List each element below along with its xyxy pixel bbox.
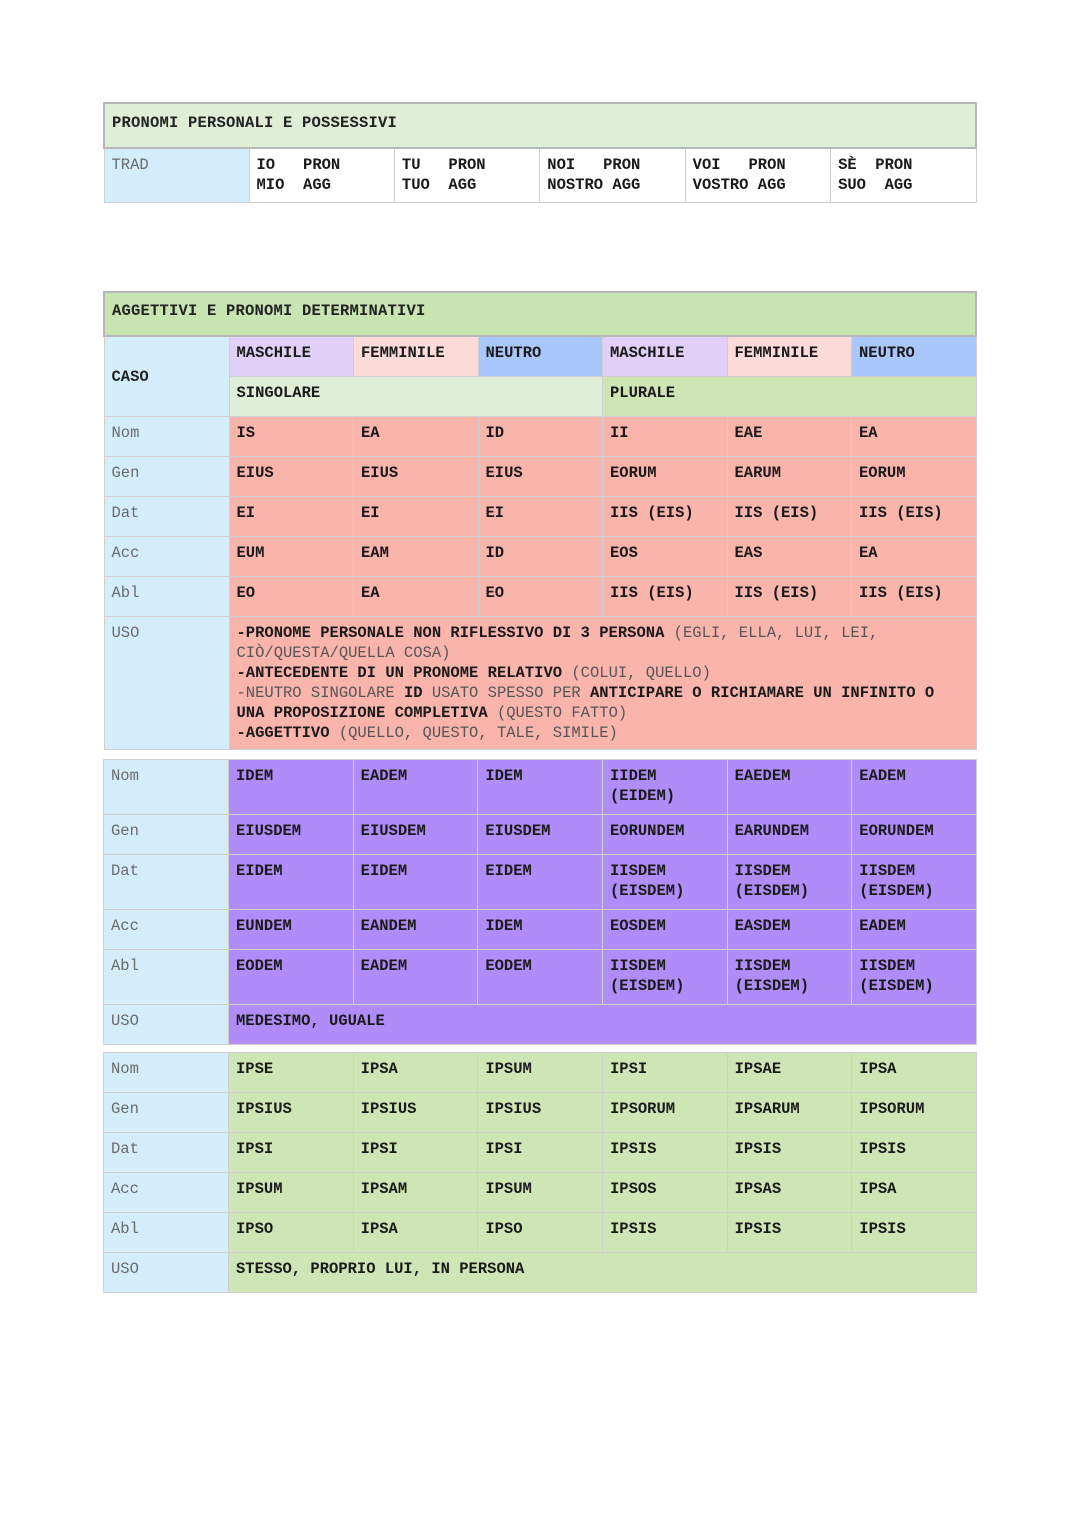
form-cell: EORUNDEM — [602, 815, 727, 855]
form-cell: IISDEM (EISDEM) — [602, 950, 727, 1005]
form-cell: IIS (EIS) — [852, 497, 977, 537]
form-cell: IPSORUM — [602, 1093, 727, 1133]
form-cell: IPSA — [852, 1173, 977, 1213]
case-label: Acc — [104, 910, 229, 950]
singolare-header: SINGOLARE — [229, 377, 603, 417]
table-row — [104, 910, 977, 950]
form-cell: IDEM — [229, 760, 354, 815]
uso-label: USO — [104, 617, 229, 750]
form-cell: IPSIUS — [478, 1093, 603, 1133]
form-cell: EORUM — [603, 457, 728, 497]
table-row — [104, 855, 977, 910]
form-cell: IPSIS — [852, 1213, 977, 1253]
gender-header: NEUTRO — [852, 336, 977, 377]
form-cell: EUM — [229, 537, 354, 577]
form-cell: IPSIS — [727, 1213, 852, 1253]
form-cell: EIUSDEM — [353, 815, 478, 855]
form-cell: EADEM — [852, 760, 977, 815]
uso-description: -PRONOME PERSONALE NON RIFLESSIVO DI 3 PERSONA (EGLI, ELLA, LUI, LEI, CIÒ/QUESTA/QUELLA COSA) -ANTECEDENTE DI UN PRONOME RELATIVO (COLUI, QUELLO) -NEUTRO SINGOLARE ID USATO SPESSO PER ANTICIPARE O RICHIAMARE UN INFINITO O UNA PROPOSIZIONE COMPLETIVA (QUESTO FATTO) -AGGETTIVO (QUELLO, QUESTO, TALE, SIMILE) — [229, 617, 976, 750]
table-row — [104, 457, 976, 497]
case-label: Abl — [104, 577, 229, 617]
gender-header: NEUTRO — [478, 336, 603, 377]
table-row — [104, 1173, 977, 1213]
pronoun-pair: TU PRON TUO AGG — [394, 148, 539, 202]
form-cell: IIS (EIS) — [727, 577, 852, 617]
plurale-header: PLURALE — [603, 377, 977, 417]
case-label: Gen — [104, 815, 229, 855]
case-label: Dat — [104, 1133, 229, 1173]
form-cell: EIDEM — [229, 855, 354, 910]
personal-pronouns-title: PRONOMI PERSONALI E POSSESSIVI — [104, 103, 976, 148]
form-cell: EO — [229, 577, 354, 617]
form-cell: IIS (EIS) — [852, 577, 977, 617]
form-cell: EI — [478, 497, 603, 537]
table-row — [104, 950, 977, 1005]
table-row — [104, 537, 976, 577]
form-cell: IPSAM — [353, 1173, 478, 1213]
form-cell: EIUSDEM — [229, 815, 354, 855]
form-cell: IPSIS — [602, 1213, 727, 1253]
form-cell: IISDEM (EISDEM) — [602, 855, 727, 910]
case-label: Gen — [104, 1093, 229, 1133]
case-label: Acc — [104, 1173, 229, 1213]
form-cell: IPSAE — [727, 1053, 852, 1093]
case-label: Abl — [104, 1213, 229, 1253]
form-cell: EAM — [354, 537, 479, 577]
table-row — [104, 1133, 977, 1173]
form-cell: EIDEM — [478, 855, 603, 910]
form-cell: EORUM — [852, 457, 977, 497]
form-cell: IPSUM — [229, 1173, 354, 1213]
gender-header: MASCHILE — [229, 336, 354, 377]
form-cell: EANDEM — [353, 910, 478, 950]
form-cell: IPSIUS — [353, 1093, 478, 1133]
case-label: Dat — [104, 855, 229, 910]
form-cell: IPSI — [602, 1053, 727, 1093]
form-cell: IPSI — [353, 1133, 478, 1173]
pronoun-pair: NOI PRON NOSTRO AGG — [540, 148, 685, 202]
form-cell: EIDEM — [353, 855, 478, 910]
form-cell: ID — [478, 417, 603, 457]
case-label: Dat — [104, 497, 229, 537]
personal-pronouns-table — [103, 102, 977, 203]
table-row — [104, 815, 977, 855]
form-cell: EASDEM — [727, 910, 852, 950]
form-cell: IS — [229, 417, 354, 457]
form-cell: IDEM — [478, 760, 603, 815]
form-cell: EA — [852, 417, 977, 457]
form-cell: EADEM — [353, 950, 478, 1005]
trad-label: TRAD — [104, 148, 249, 202]
form-cell: II — [603, 417, 728, 457]
form-cell: EODEM — [229, 950, 354, 1005]
form-cell: IISDEM (EISDEM) — [727, 855, 852, 910]
form-cell: IISDEM (EISDEM) — [852, 950, 977, 1005]
uso-label: USO — [104, 1253, 229, 1293]
pronoun-pair: SÈ PRON SUO AGG — [831, 148, 976, 202]
case-label: Nom — [104, 417, 229, 457]
form-cell: IPSORUM — [852, 1093, 977, 1133]
form-cell: IPSO — [229, 1213, 354, 1253]
form-cell: IPSA — [852, 1053, 977, 1093]
table-row — [104, 577, 976, 617]
pronoun-pair: VOI PRON VOSTRO AGG — [685, 148, 830, 202]
form-cell: EI — [354, 497, 479, 537]
form-cell: EIUS — [354, 457, 479, 497]
table-row — [104, 760, 977, 815]
form-cell: EARUNDEM — [727, 815, 852, 855]
determinative-table-idem — [103, 759, 977, 1045]
form-cell: IPSIUS — [229, 1093, 354, 1133]
form-cell: EIUS — [229, 457, 354, 497]
gender-header: MASCHILE — [603, 336, 728, 377]
form-cell: EUNDEM — [229, 910, 354, 950]
form-cell: EA — [354, 577, 479, 617]
form-cell: IPSUM — [478, 1053, 603, 1093]
form-cell: IIS (EIS) — [727, 497, 852, 537]
form-cell: EADEM — [852, 910, 977, 950]
pronoun-pair: IO PRON MIO AGG — [249, 148, 394, 202]
form-cell: ID — [478, 537, 603, 577]
form-cell: EI — [229, 497, 354, 537]
determinative-table-ipse — [103, 1052, 977, 1293]
case-label: Abl — [104, 950, 229, 1005]
form-cell: EIUSDEM — [478, 815, 603, 855]
form-cell: IPSARUM — [727, 1093, 852, 1133]
case-label: Nom — [104, 760, 229, 815]
form-cell: IPSE — [229, 1053, 354, 1093]
gender-header: FEMMINILE — [727, 336, 852, 377]
determinative-table-is — [103, 291, 977, 750]
case-label: Acc — [104, 537, 229, 577]
form-cell: IPSUM — [478, 1173, 603, 1213]
form-cell: EADEM — [353, 760, 478, 815]
form-cell: EODEM — [478, 950, 603, 1005]
form-cell: IIS (EIS) — [603, 577, 728, 617]
form-cell: EORUNDEM — [852, 815, 977, 855]
form-cell: IPSA — [353, 1213, 478, 1253]
form-cell: IPSI — [229, 1133, 354, 1173]
table-row — [104, 1093, 977, 1133]
form-cell: IPSAS — [727, 1173, 852, 1213]
form-cell: IISDEM (EISDEM) — [852, 855, 977, 910]
form-cell: IIDEM (EIDEM) — [602, 760, 727, 815]
form-cell: IPSO — [478, 1213, 603, 1253]
form-cell: EARUM — [727, 457, 852, 497]
caso-label: CASO — [104, 336, 229, 417]
table-row — [104, 1053, 977, 1093]
uso-label: USO — [104, 1005, 229, 1045]
uso-description: MEDESIMO, UGUALE — [229, 1005, 977, 1045]
table-row — [104, 417, 976, 457]
form-cell: EA — [354, 417, 479, 457]
form-cell: EAEDEM — [727, 760, 852, 815]
form-cell: IPSA — [353, 1053, 478, 1093]
form-cell: EOS — [603, 537, 728, 577]
form-cell: EA — [852, 537, 977, 577]
uso-description: STESSO, PROPRIO LUI, IN PERSONA — [229, 1253, 977, 1293]
form-cell: IISDEM (EISDEM) — [727, 950, 852, 1005]
table-row — [104, 497, 976, 537]
case-label: Nom — [104, 1053, 229, 1093]
form-cell: EIUS — [478, 457, 603, 497]
determinative-title: AGGETTIVI E PRONOMI DETERMINATIVI — [104, 292, 976, 336]
form-cell: EOSDEM — [602, 910, 727, 950]
form-cell: IPSOS — [602, 1173, 727, 1213]
form-cell: IDEM — [478, 910, 603, 950]
case-label: Gen — [104, 457, 229, 497]
form-cell: IPSI — [478, 1133, 603, 1173]
form-cell: IIS (EIS) — [603, 497, 728, 537]
form-cell: IPSIS — [852, 1133, 977, 1173]
form-cell: EAS — [727, 537, 852, 577]
form-cell: EAE — [727, 417, 852, 457]
form-cell: IPSIS — [727, 1133, 852, 1173]
table-row — [104, 1213, 977, 1253]
form-cell: EO — [478, 577, 603, 617]
gender-header: FEMMINILE — [354, 336, 479, 377]
form-cell: IPSIS — [602, 1133, 727, 1173]
